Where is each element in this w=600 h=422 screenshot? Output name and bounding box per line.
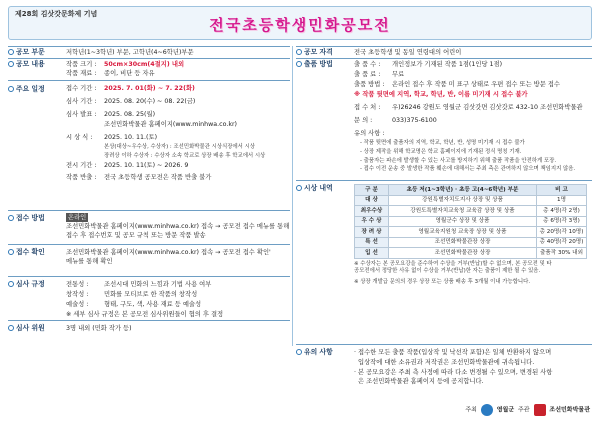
footer: 주최 영월군 주관 조선민화박물관 xyxy=(465,404,590,416)
award-table xyxy=(354,184,587,259)
bullet-icon xyxy=(8,325,14,331)
bullet-icon xyxy=(8,49,14,55)
section-label: 공모 부문 xyxy=(16,48,45,56)
online-badge: 온라인 xyxy=(68,214,87,221)
table-row: 최우수상 강원도특별자치교육청 교육감 상장 및 상품 총 4명(각 2명) xyxy=(355,206,587,217)
section-yuui-sahang: 유의 사항 · 접수한 모든 출품 작품(입상작 및 낙선작 포함)은 일체 반환하지 않으며 입상작에 대한 소유권과 저작권은 조선민화박물관에 귀속됩니다. · 본 공모요강은 주최 측 사정에 따라 다소 변경될 수 있으며, 변경된 사항 은 조선민화박물관 홈페이지 등에 공지합니다. xyxy=(296,344,592,345)
header-banner xyxy=(8,6,592,40)
section-label: 공모 자격 xyxy=(304,48,333,56)
section-gongmo-naeyong xyxy=(8,58,290,78)
bullet-icon xyxy=(8,281,14,287)
museum-logo-icon xyxy=(534,404,546,416)
bullet-icon xyxy=(8,215,14,221)
bullet-icon xyxy=(296,49,302,55)
section-label: 접수 방법 xyxy=(16,214,45,222)
bullet-icon xyxy=(296,185,302,191)
table-row: 특 선 조선민화박물관장 상장 총 40명(각 20명) xyxy=(355,237,587,248)
bullet-icon xyxy=(8,249,14,255)
section-jeopsu-bangbeop: 접수 방법 온라인 조선민화박물관 홈페이지(www.minhwa.co.kr) 접속 → 공모전 접수 메뉴를 통해 접수 후 접수번호 및 공모 규칙 또는 방문 작품 발송 xyxy=(8,210,290,211)
section-label: 출품 방법 xyxy=(304,60,333,68)
section-sisang-naeyeok: 시상 내역 구 분 초등 저(1~3학년) · 초등 고(4~6학년) 부분 비 고 대 상 강원특별자치도지사 상장 및 상품 1명 최우수상 강원도특별자치교육청 교육감 상장 및 상품 총 4명(각 2명) 우 수 상 영월군수 상장 및 상품 총 6명(각 3명) 장 려 상 영월교육지원청 교육장 상장 및 상품 총 20명(각 10명) 특 선 조선민화박물관장 상장 총 40명(각 20명) 입 선 조선민화박물관장 상장 출품작 30% 내외 ※ 수상자는 본 공모요강을 준수하여 수상을 거부(반납)할 수 없으며, 본 공모전 및 타 공모전에서 정당한 사유 없이 수상을 거부(반납)한 자는 출품이 제한 될 수 있음. ※ 상장 개발급 문의의 경우 상장 또는 상품 배송 후 3개월 이내 가능합니다. xyxy=(296,180,592,181)
section-simsa-gyujeong: 심사 규정 전통성 : 조선시대 민화의 느낌과 기법 사용 여부 창작성 : 민화를 모티브로 한 작품의 창작성 예술성 : 형태, 구도, 색, 사용 재료 등 예술성 ※ 세부 심사 규정은 본 공모전 심사위원들이 협의 후 결정 xyxy=(8,276,290,277)
row-material: 작품 재료 : 종이, 비단 등 자유 xyxy=(66,70,155,78)
section-label: 주요 일정 xyxy=(16,85,45,93)
section-simsa-wiwon: 심사 위원 3명 내외 (민화 작가 등) xyxy=(8,320,290,321)
section-label: 심사 규정 xyxy=(16,280,45,288)
section-juyo-iljeong: 주요 일정 접수 기간 : 2025. 7. 01(화) ~ 7. 22(화) 심사 기간 : 2025. 08. 20(수) ~ 08. 22(금) 심사 발표 : 2025. 08. 25(월) 조선민화박물관 홈페이지(www.minhwa.co.kr) 시 상 식 : 2025. 10. 11.(토) 본상(대상~우수상, 수상자) : 조선민화박물관 시상식장에서 시상 장려상 이하 수상자 : 수상자 소속 학교로 상장 배송 후 학교에서 시상 전시 기간 : 2025. 10. 11(토) ~ 2026. 9 작품 반출 : 전국 초등학생 공모전은 작품 반출 불가 xyxy=(8,80,290,81)
table-header: 구 분 초등 저(1~3학년) · 초등 고(4~6학년) 부분 비 고 xyxy=(355,185,587,196)
section-label: 접수 확인 xyxy=(16,248,45,256)
section-text: 저학년(1~3학년) 부문, 고학년(4~6학년)부문 xyxy=(66,49,194,56)
bullet-icon xyxy=(8,61,14,67)
page-title: 전국초등학생민화공모전 xyxy=(209,16,391,34)
table-row: 대 상 강원특별자치도지사 상장 및 상품 1명 xyxy=(355,195,587,206)
section-label: 심사 위원 xyxy=(16,324,45,332)
table-row: 우 수 상 영월군수 상장 및 상품 총 6명(각 3명) xyxy=(355,216,587,227)
table-row: 장 려 상 영월교육지원청 교육장 상장 및 상품 총 20명(각 10명) xyxy=(355,227,587,238)
column-divider xyxy=(292,46,293,346)
bullet-icon xyxy=(296,61,302,67)
header-subtitle: 제28회 김삿갓문화제 기념 xyxy=(15,10,98,18)
section-gongmo-bumun xyxy=(8,46,290,56)
bullet-icon xyxy=(8,86,14,92)
section-gongmo-jagyeok: 공모 자격 전국 초등학생 및 동일 연령대의 어린이 xyxy=(296,46,592,47)
table-row: 입 선 조선민화박물관장 상장 출품작 30% 내외 xyxy=(355,248,587,259)
section-label: 공모 내용 xyxy=(16,60,45,68)
section-label: 시상 내역 xyxy=(304,184,333,192)
bullet-icon xyxy=(296,349,302,355)
section-label: 유의 사항 xyxy=(304,348,333,356)
row-size: 작품 크기 : 50cm×30cm(4절지) 내외 xyxy=(66,61,185,68)
section-jeopsu-hwagin: 접수 확인 조선민화박물관 홈페이지(www.minhwa.co.kr) 접속 → 공모전 접수 확인' 메뉴를 통해 확인 xyxy=(8,244,290,245)
section-chulpum-bangbeop: 출품 방법 출 품 수 : 개인정보가 기재된 작품 1점(1인당 1점) 출 품 료 : 무료 출품 방법 : 온라인 접수 후 작품 미 표구 상태로 우편 접수 또는 방문 접수 ※ 작품 뒷면에 지역, 학교, 학년, 반, 이름 미기재 시 접수 불가 접 수 처 : 우)26246 강원도 영월군 김삿갓면 김삿갓로 432-10 조선민화박물관 문 의 : 033)375-6100 유의 사항 : - 작품 뒷면에 출품자의 지역, 학교, 학년, 반, 성명 미기재 시 접수 불가 - 상장 제작을 위해 학교명은 학교 홈페이지에 기재된 정식 명칭 기재. - 출품자는 파손에 발생할 수 있는 사고를 방지하기 위해 출품 작품을 안전하게 포장. - 접수 이전 운송 중 발생한 작품 훼손에 대해서는 주최 측은 관여하지 않으며 책임지지 않음. xyxy=(296,58,592,59)
yeongwol-logo-icon xyxy=(481,404,493,416)
warning-text: ※ 작품 뒷면에 지역, 학교, 학년, 반, 이름 미기재 시 접수 불가 xyxy=(354,91,528,99)
